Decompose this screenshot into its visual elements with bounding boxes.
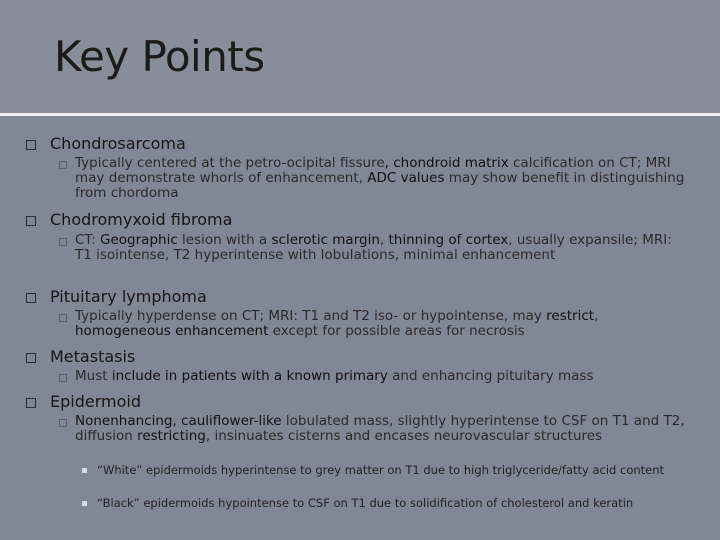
- text-segment: , insinuates cisterns and encases neurovascular structures: [205, 428, 603, 444]
- point-heading-metastasis: Metastasis: [50, 347, 136, 366]
- text-segment: lesion with a: [177, 232, 272, 248]
- sub-detail-white-epidermoid: “White” epidermoids hyperintense to grey matter on T1 due to high triglyceride/fatty acid content: [97, 463, 665, 477]
- slide-title: Key Points: [54, 32, 265, 81]
- emphasized-text: restrict: [546, 308, 595, 324]
- text-segment: ,: [379, 232, 389, 248]
- text-segment: lobulated mass, slightly hyperintense to CSF on T1 and T2, diffusion: [75, 413, 685, 444]
- emphasized-text: ADC values: [367, 170, 445, 186]
- text-segment: Typically centered at the petro-ocipital fissure: [75, 155, 385, 171]
- hollow-square-bullet-icon: [26, 140, 36, 150]
- sub-detail-black-epidermoid: “Black” epidermoids hypointense to CSF on T1 due to solidification of cholesterol and keratin: [97, 496, 634, 510]
- hollow-square-bullet-icon: [26, 216, 36, 226]
- text-segment: and enhancing pituitary mass: [387, 368, 594, 384]
- hollow-square-sub-bullet-icon: [59, 374, 67, 382]
- text-segment: calcification on CT; MRI may demonstrate whorls of enhancement,: [75, 155, 671, 186]
- point-detail: [75, 414, 690, 444]
- text-segment: Typically hyperdense on CT; MRI: T1 and T2 iso- or hypointense, may: [75, 308, 547, 324]
- point-heading-epidermoid: Epidermoid: [50, 392, 141, 411]
- emphasized-text: restricting: [137, 428, 206, 444]
- emphasized-text: homogeneous enhancement: [75, 323, 269, 339]
- text-segment: Must: [75, 368, 112, 384]
- point-heading-lymphoma: Pituitary lymphoma: [50, 287, 207, 306]
- text-segment: , usually expansile; MRI: T1 isointense, T2 hyperintense with lobulations, minimal enhancement: [75, 232, 672, 263]
- point-heading-chondrosarcoma: Chondrosarcoma: [50, 134, 186, 153]
- text-segment: except for possible areas for necrosis: [268, 323, 525, 339]
- point-detail: [75, 156, 690, 201]
- hollow-square-sub-bullet-icon: [59, 238, 67, 246]
- point-heading-chondromyxoid: Chodromyxoid fibroma: [50, 210, 233, 229]
- text-segment: CT:: [75, 232, 101, 248]
- emphasized-text: include in patients with a known primary: [111, 368, 388, 384]
- hollow-square-sub-bullet-icon: [59, 314, 67, 322]
- text-segment: may show benefit in distinguishing from chordoma: [75, 170, 685, 201]
- hollow-square-bullet-icon: [26, 398, 36, 408]
- text-segment: ,: [594, 308, 599, 324]
- hollow-square-bullet-icon: [26, 353, 36, 363]
- hollow-square-bullet-icon: [26, 293, 36, 303]
- filled-square-bullet-icon: [82, 501, 87, 506]
- point-detail: [75, 369, 690, 384]
- hollow-square-sub-bullet-icon: [59, 161, 67, 169]
- emphasized-text: sclerotic margin: [271, 232, 380, 248]
- emphasized-text: thinning of cortex: [388, 232, 509, 248]
- emphasized-text: Nonenhancing, cauliflower-like: [75, 413, 282, 429]
- emphasized-text: , chondroid matrix: [384, 155, 509, 171]
- emphasized-text: Geographic: [100, 232, 178, 248]
- hollow-square-sub-bullet-icon: [59, 419, 67, 427]
- point-detail: [75, 309, 690, 339]
- filled-square-bullet-icon: [82, 468, 87, 473]
- point-detail: [75, 233, 690, 263]
